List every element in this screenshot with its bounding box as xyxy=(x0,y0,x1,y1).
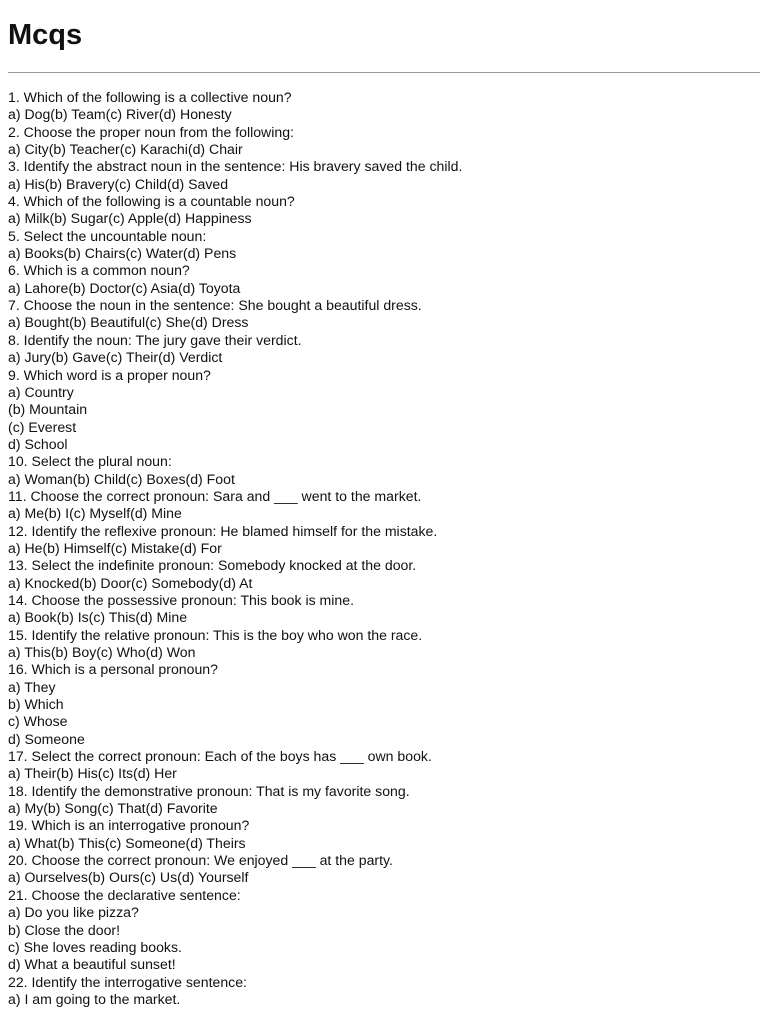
mcq-line: 12. Identify the reflexive pronoun: He blamed himself for the mistake. xyxy=(8,522,438,539)
mcq-line: 9. Which word is a proper noun? xyxy=(8,366,211,383)
mcq-line: 14. Choose the possessive pronoun: This book is mine. xyxy=(8,591,355,608)
mcq-line: 20. Choose the correct pronoun: We enjoyed ___ at the party. xyxy=(8,852,393,869)
mcq-line: 15. Identify the relative pronoun: This is the boy who won the race. xyxy=(8,626,423,643)
mcq-line: 11. Choose the correct pronoun: Sara and ___ went to the market. xyxy=(8,487,422,504)
mcq-line: 8. Identify the noun: The jury gave their verdict. xyxy=(8,331,302,348)
mcq-line: 10. Select the plural noun: xyxy=(8,453,172,470)
mcq-line: a) Jury(b) Gave(c) Their(d) Verdict xyxy=(8,349,223,366)
mcq-line: a) Country xyxy=(8,383,74,400)
mcq-line: 4. Which of the following is a countable noun? xyxy=(8,193,295,210)
mcq-line: a) His(b) Bravery(c) Child(d) Saved xyxy=(8,175,229,192)
mcq-line: 1. Which of the following is a collective noun? xyxy=(8,89,292,105)
mcq-line: a) City(b) Teacher(c) Karachi(d) Chair xyxy=(8,141,243,158)
mcq-line: 18. Identify the demonstrative pronoun: That is my favorite song. xyxy=(8,782,410,799)
mcq-line: (b) Mountain xyxy=(8,401,88,418)
mcq-line: 2. Choose the proper noun from the following: xyxy=(8,123,294,140)
mcq-line: (c) Everest xyxy=(8,418,77,435)
mcq-line: 3. Identify the abstract noun in the sentence: His bravery saved the child. xyxy=(8,158,463,175)
mcq-line: a) Books(b) Chairs(c) Water(d) Pens xyxy=(8,245,237,262)
mcq-line: c) Whose xyxy=(8,713,68,730)
mcq-line: a) I am going to the market. xyxy=(8,990,181,1007)
mcq-line: 19. Which is an interrogative pronoun? xyxy=(8,817,250,834)
mcq-line: d) What a beautiful sunset! xyxy=(8,956,176,973)
mcq-line: a) Do you like pizza? xyxy=(8,904,139,921)
mcq-line: a) Bought(b) Beautiful(c) She(d) Dress xyxy=(8,314,249,331)
mcq-line: b) Close the door! xyxy=(8,921,121,938)
mcq-line: 16. Which is a personal pronoun? xyxy=(8,661,218,678)
mcq-line: a) Their(b) His(c) Its(d) Her xyxy=(8,765,177,782)
mcq-line: a) He(b) Himself(c) Mistake(d) For xyxy=(8,539,222,556)
mcq-line: a) They xyxy=(8,678,56,695)
title-divider xyxy=(8,72,760,73)
page-title: Mcqs xyxy=(8,19,83,51)
mcq-line: a) Lahore(b) Doctor(c) Asia(d) Toyota xyxy=(8,279,241,296)
mcq-line: a) Milk(b) Sugar(c) Apple(d) Happiness xyxy=(8,210,252,227)
mcq-line: a) Woman(b) Child(c) Boxes(d) Foot xyxy=(8,470,235,487)
mcq-line: a) Me(b) I(c) Myself(d) Mine xyxy=(8,505,182,522)
mcq-line: a) Dog(b) Team(c) River(d) Honesty xyxy=(8,106,232,123)
mcq-line: d) School xyxy=(8,435,68,452)
mcq-line: 13. Select the indefinite pronoun: Somebody knocked at the door. xyxy=(8,557,417,574)
mcq-line: a) This(b) Boy(c) Who(d) Won xyxy=(8,644,196,660)
mcq-list xyxy=(8,89,760,1008)
mcq-line: 5. Select the uncountable noun: xyxy=(8,227,207,244)
mcq-line: 22. Identify the interrogative sentence: xyxy=(8,973,247,990)
mcq-line: a) What(b) This(c) Someone(d) Theirs xyxy=(8,834,246,851)
mcq-line: c) She loves reading books. xyxy=(8,938,182,955)
mcq-line: a) Book(b) Is(c) This(d) Mine xyxy=(8,609,188,626)
mcq-line: a) Knocked(b) Door(c) Somebody(d) At xyxy=(8,574,253,591)
mcq-line: 6. Which is a common noun? xyxy=(8,262,190,279)
mcq-line: 7. Choose the noun in the sentence: She bought a beautiful dress. xyxy=(8,297,422,314)
mcq-line: 21. Choose the declarative sentence: xyxy=(8,886,241,903)
mcq-line: b) Which xyxy=(8,696,64,713)
mcq-line: a) Ourselves(b) Ours(c) Us(d) Yourself xyxy=(8,869,249,886)
mcq-line: d) Someone xyxy=(8,730,85,747)
mcq-line: a) My(b) Song(c) That(d) Favorite xyxy=(8,800,218,817)
mcq-line: 17. Select the correct pronoun: Each of the boys has ___ own book. xyxy=(8,748,432,765)
